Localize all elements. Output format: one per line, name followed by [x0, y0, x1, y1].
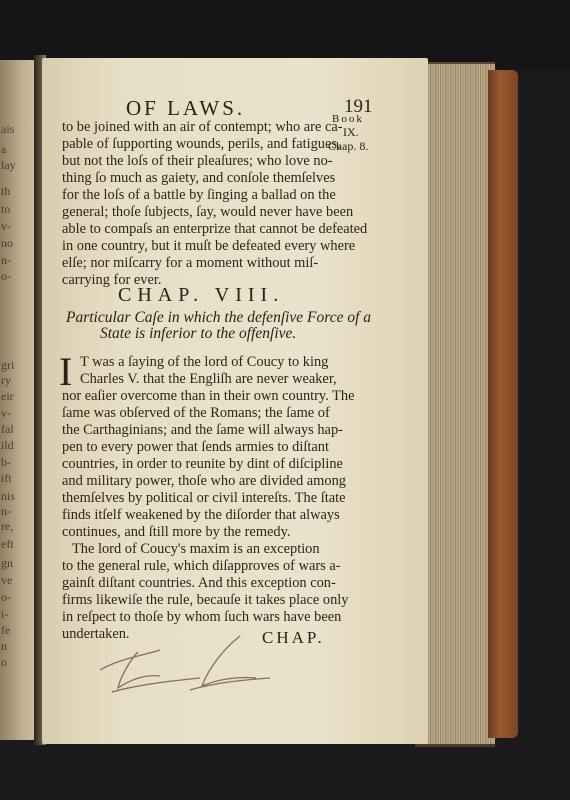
chapter-title: Particular Caſe in which the defenſive Force of a	[66, 309, 372, 326]
text-line: elſe; nor miſcarry for a moment without miſ-	[62, 255, 319, 271]
text-line: nor eaſier overcome than in their own country. The	[62, 388, 355, 404]
left-page-fragment: gri	[1, 358, 15, 372]
left-page-fragment: lay	[1, 158, 16, 172]
left-page-fragment: th	[1, 184, 11, 198]
handwritten-signature	[90, 630, 280, 700]
left-page-fragment: re,	[1, 519, 14, 533]
left-page-fragment: ild	[1, 438, 14, 452]
left-page-fragment: ry	[1, 373, 11, 387]
left-page-fragment: n	[1, 639, 7, 653]
left-page-fragment: o-	[1, 269, 11, 283]
text-line: in one country, but it muſt be defeated every where	[62, 238, 356, 254]
left-page-fragment: i-	[1, 607, 9, 621]
text-line: the Carthaginians; and the ſame will always hap-	[62, 422, 343, 438]
left-page-fragment: b-	[1, 455, 11, 469]
text-line: for the loſs of a battle by ſinging a ballad on the	[62, 187, 336, 203]
page-number: 191	[344, 96, 373, 117]
left-page-fragment: n-	[1, 253, 11, 267]
text-line: to be joined with an air of contempt; who are ca-	[62, 119, 343, 135]
left-page-fragment: v-	[1, 219, 11, 233]
chapter-title: State is inferior to the offenſive.	[100, 325, 297, 342]
text-line: thing ſo much as gaiety, and conſole themſelves	[62, 170, 336, 186]
left-page-fragment: o	[1, 655, 7, 669]
text-line: continues, and ſtill more by the remedy.	[62, 524, 291, 540]
text-line: able to compaſs an enterprize that cannot be defeated	[62, 221, 368, 237]
text-line: The lord of Coucy's maxim is an exception	[72, 541, 320, 557]
text-line: Charles V. that the Engliſh are never weaker,	[80, 371, 337, 387]
left-page-fragment: fal	[1, 422, 14, 436]
text-line: gainſt diſtant countries. And this exception con-	[62, 575, 336, 591]
left-page-edge	[0, 60, 36, 740]
text-line: T was a ſaying of the lord of Coucy to king	[80, 354, 329, 370]
text-line: firms likewiſe the rule, becauſe it takes place only	[62, 592, 349, 608]
left-page-fragment: ift	[1, 471, 12, 485]
text-line: but not the loſs of their pleaſures; who love no-	[62, 153, 333, 169]
text-line: and military power, thoſe who are divided among	[62, 473, 346, 489]
text-line: pen to every power that ſends armies to diſtant	[62, 439, 329, 455]
left-page-fragment: eft	[1, 537, 14, 551]
left-page-fragment: no	[1, 236, 13, 250]
margin-note-book: Book	[332, 113, 364, 125]
text-line: pable of ſupporting wounds, perils, and fatigues,	[62, 136, 341, 152]
leather-cover	[488, 70, 518, 738]
left-page-fragment: fe	[1, 623, 11, 637]
left-page-fragment: gn	[1, 556, 13, 570]
text-line: in reſpect to thoſe by whom ſuch wars have been	[62, 609, 342, 625]
left-page-fragment: ais	[1, 122, 15, 136]
text-line: countries, in order to reunite by dint of diſcipline	[62, 456, 343, 472]
text-line: general; thoſe ſubjects, ſay, would never have been	[62, 204, 354, 220]
left-page-fragment: o-	[1, 590, 11, 604]
left-page-fragment: v-	[1, 406, 11, 420]
text-line: themſelves by political or civil intereſts. The ſtate	[62, 490, 346, 506]
left-page-fragment: eir	[1, 389, 14, 403]
text-line: ſame was obſerved of the Romans; the ſame of	[62, 405, 330, 421]
text-line: to the general rule, which diſapproves of wars a-	[62, 558, 341, 574]
drop-cap: I	[59, 349, 73, 394]
left-page-fragment: n-	[1, 504, 11, 518]
running-head: OF LAWS.	[126, 96, 246, 120]
catchword: CHAP.	[262, 628, 325, 647]
margin-note-volume: IX.	[343, 125, 359, 139]
margin-note-chapter: Chap. 8.	[328, 139, 369, 153]
text-line: finds itſelf weakened by the diſorder that always	[62, 507, 340, 523]
left-page-fragment: ve	[1, 573, 13, 587]
left-page-fragment: a	[1, 142, 7, 156]
left-page-fragment: nis	[1, 489, 16, 503]
text-line: carrying for ever.	[62, 272, 162, 288]
text-line: undertaken.	[62, 626, 130, 642]
left-page-fragment: to	[1, 202, 11, 216]
chapter-heading: CHAP. VIII.	[118, 284, 285, 306]
